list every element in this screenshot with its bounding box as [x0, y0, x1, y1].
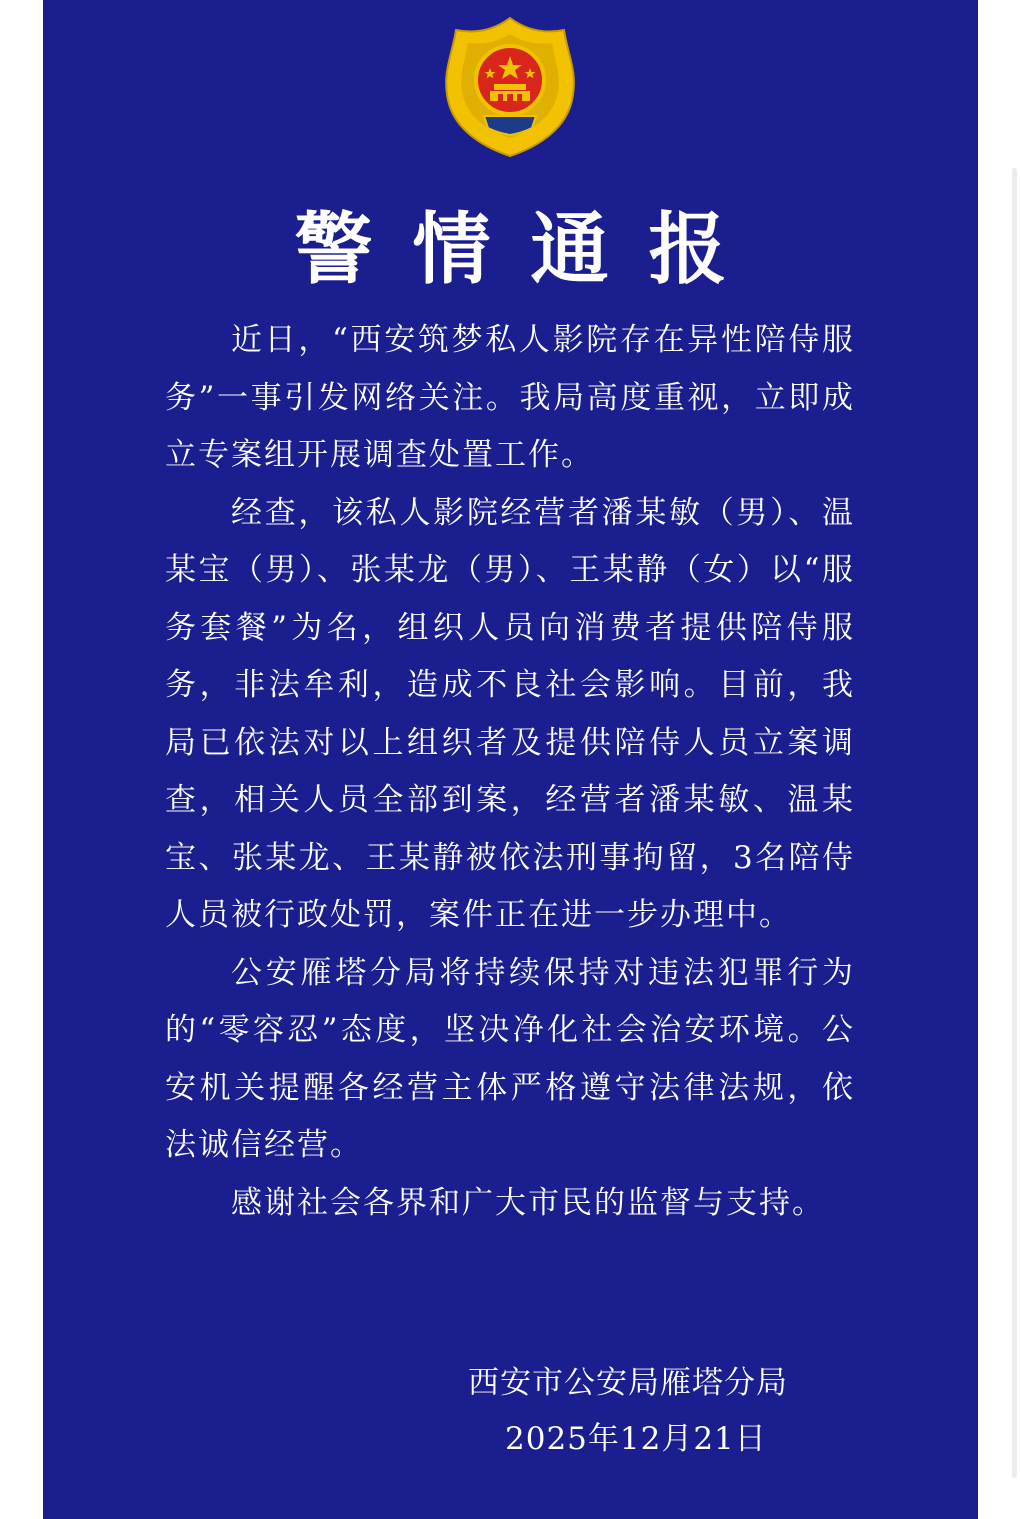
paragraph: 公安雁塔分局将持续保持对违法犯罪行为的“零容忍”态度，坚决净化社会治安环境。公安机关提醒各经营主体严格遵守法律法规，依法诚信经营。	[165, 954, 855, 1163]
signature-block	[443, 1355, 823, 1467]
police-emblem-icon	[440, 16, 580, 158]
scrollbar[interactable]	[1012, 168, 1017, 1478]
signature-date: 2025年12月21日	[505, 1421, 767, 1457]
paragraph: 经查，该私人影院经营者潘某敏（男）、温某宝（男）、张某龙（男）、王某静（女）以“服务套餐”为名，组织人员向消费者提供陪侍服务，非法牟利，造成不良社会影响。目前，我局已依法对以上组织者及提供陪侍人员立案调查，相关人员全部到案，经营者潘某敏、温某宝、张某龙、王某静被依法刑事拘留，3名陪侍人员被行政处罚，案件正在进一步办理中。	[165, 494, 855, 933]
notice-title: 警情通报	[294, 204, 767, 295]
paragraph: 近日，“西安筑梦私人影院存在异性陪侍服务”一事引发网络关注。我局高度重视，立即成立专案组开展调查处置工作。	[165, 322, 855, 473]
police-notice	[43, 0, 978, 1519]
signature-organization: 西安市公安局雁塔分局	[468, 1365, 788, 1401]
notice-body	[165, 312, 855, 1232]
paragraph: 感谢社会各界和广大市民的监督与支持。	[231, 1184, 825, 1221]
